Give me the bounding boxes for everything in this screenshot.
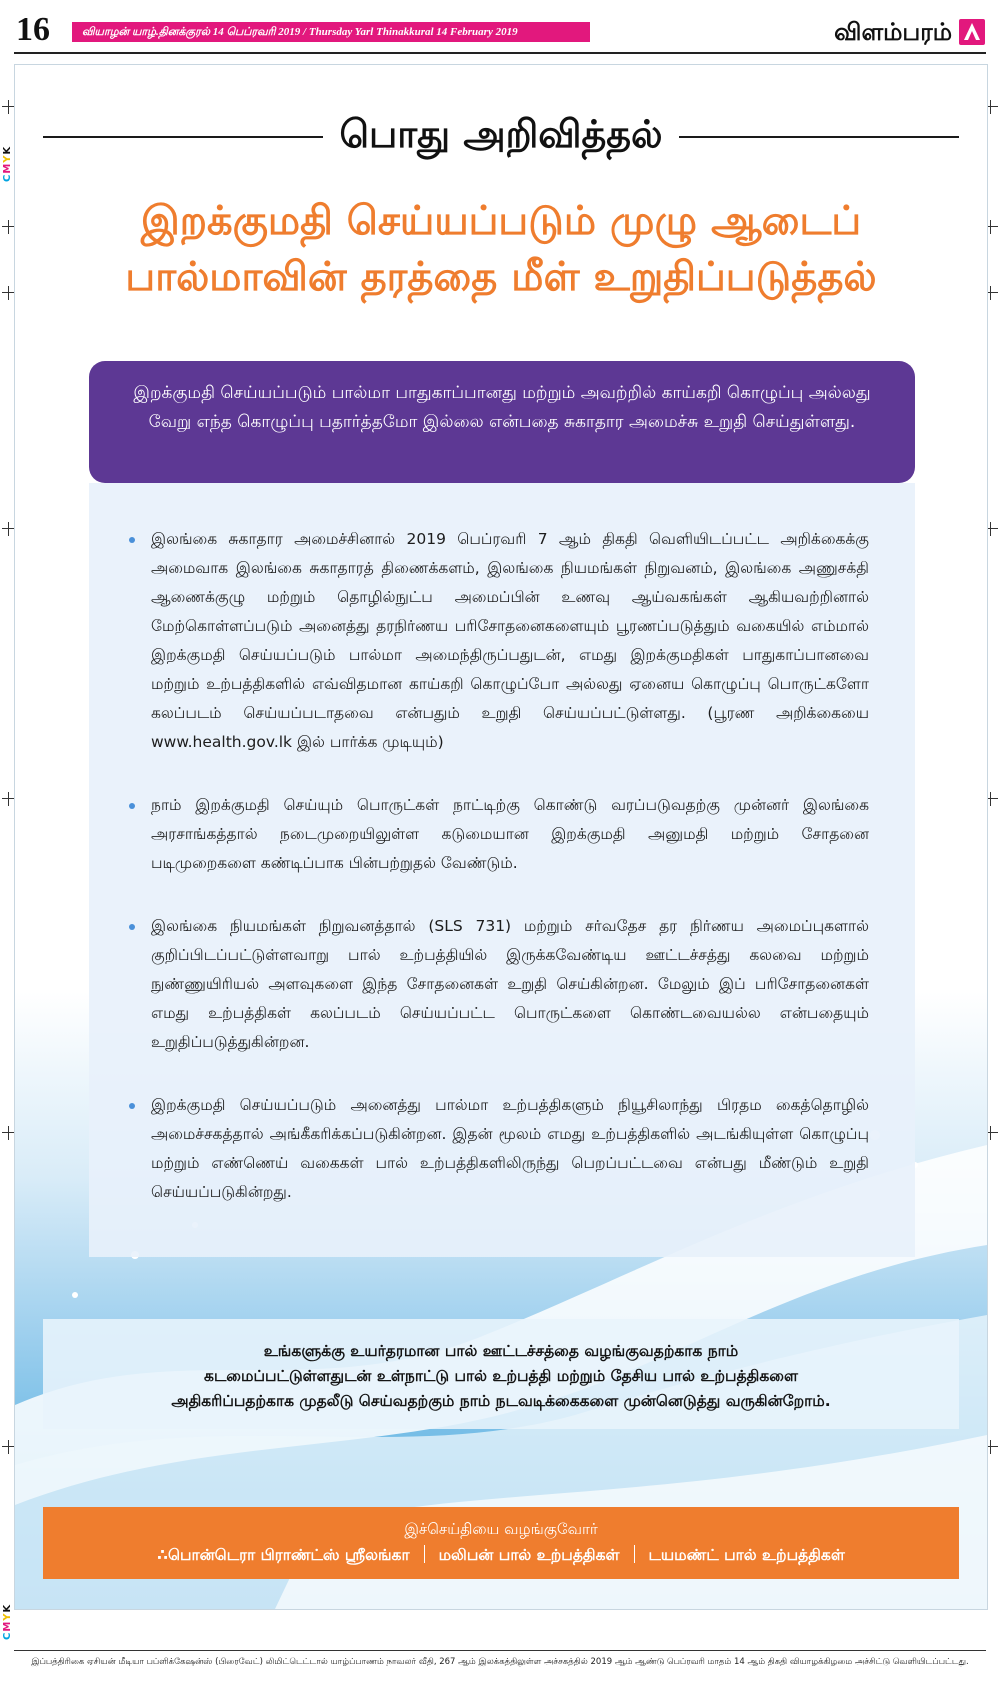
sponsor-divider xyxy=(634,1545,635,1563)
cmyk-k: K xyxy=(2,1603,13,1613)
cmyk-c: C xyxy=(2,1631,13,1640)
list-item-text: இலங்கை சுகாதார அமைச்சினால் 2019 பெப்ரவரி 7 ஆம் திகதி வெளியிடப்பட்ட அறிக்கைக்கு அமைவாக இலங்கை சுகாதாரத் திணைக்களம், இலங்கை நியமங்கள் நிறுவனம், இலங்கை அணுசக்தி ஆணைக்குழு மற்றும் தொழில்நுட்ப அமைப்பின் உணவு ஆய்வகங்கள் ஆகியவற்றினால் மேற்கொள்ளப்படும் அனைத்து தரநிர்ணய பரிசோதனைகளையும் பூரணப்படுத்தும் வகையில் எம்மால் இறக்குமதி செய்யப்படும் பால்மா அமைந்திருப்பதுடன், எமது இறக்குமதிகள் பாதுகாப்பானவை மற்றும் உற்பத்திகளில் எவ்விதமான காய்கறி கொழுப்போ அல்லது ஏனைய கொழுப்பு பொருட்களோ கலப்படம் செய்யப்படாதவை என்பதும் உறுதி செய்யப்பட்டுள்ளது. (பூரண அறிக்கையை www.health.gov.lk இல் பார்க்க முடியும்) xyxy=(151,530,869,751)
intro-statement: இறக்குமதி செய்யப்படும் பால்மா பாதுகாப்பானது மற்றும் அவற்றில் காய்கறி கொழுப்பு அல்லது வேறு எந்த கொழுப்பு பதார்த்தமோ இல்லை என்பதை சுகாதார அமைச்சு உறுதி செய்துள்ளது. xyxy=(89,361,915,483)
sponsor-label: இச்செய்தியை வழங்குவோர் xyxy=(404,1520,598,1538)
dateline-band: வியாழன் யாழ்.தினக்குரல் 14 பெப்ரவரி 2019 / Thursday Yarl Thinakkural 14 February 2019 xyxy=(72,22,590,42)
heading-rule-left xyxy=(43,136,323,138)
list-item xyxy=(129,791,869,878)
closing-line-1: உங்களுக்கு உயர்தரமான பால் ஊட்டச்சத்தை வழங்குவதற்காக நாம் xyxy=(263,1342,739,1360)
bullet-list xyxy=(129,525,869,1207)
publication-logo-icon xyxy=(958,18,986,46)
cmyk-y: Y xyxy=(2,1612,13,1621)
notice-heading-row xyxy=(43,105,959,169)
cmyk-y: Y xyxy=(2,154,13,163)
cmyk-m: M xyxy=(2,162,13,174)
cmyk-c: C xyxy=(2,173,13,182)
public-notice-advert xyxy=(14,64,988,1610)
heading-rule-right xyxy=(679,136,959,138)
list-item xyxy=(129,525,869,757)
sponsor-divider xyxy=(424,1545,425,1563)
closing-statement xyxy=(43,1319,959,1429)
advert-title-line-2: பால்மாவின் தரத்தை மீள் உறுதிப்படுத்தல் xyxy=(125,254,877,300)
cmyk-mark-top xyxy=(2,146,13,182)
cmyk-mark-bottom xyxy=(2,1604,13,1640)
section-label: விளம்பரம் xyxy=(834,18,952,46)
advert-title-line-1: இறக்குமதி செய்யப்படும் முழு ஆடைப் xyxy=(140,198,862,244)
cmyk-k: K xyxy=(2,145,13,155)
list-item xyxy=(129,1091,869,1207)
sponsor-bar xyxy=(43,1507,959,1579)
bullet-dot-icon xyxy=(129,803,135,809)
header-rule xyxy=(14,52,986,54)
cmyk-m: M xyxy=(2,1620,13,1632)
list-item-text: நாம் இறக்குமதி செய்யும் பொருட்கள் நாட்டிற்கு கொண்டு வரப்படுவதற்கு முன்னர் இலங்கை அரசாங்கத்தால் நடைமுறையிலுள்ள கடுமையான இறக்குமதி அனுமதி மற்றும் சோதனை படிமுறைகளை கண்டிப்பாக பின்பற்றுதல் வேண்டும். xyxy=(151,796,869,872)
sponsor-diamond: டயமண்ட் பால் உற்பத்திகள் xyxy=(648,1546,845,1564)
advert-title xyxy=(55,193,947,305)
sponsor-maliban: மலிபன் பால் உற்பத்திகள் xyxy=(438,1546,620,1564)
content-panel xyxy=(89,483,915,1257)
bullet-dot-icon xyxy=(129,537,135,543)
list-item-text: இறக்குமதி செய்யப்படும் அனைத்து பால்மா உற்பத்திகளும் நியூசிலாந்து பிரதம கைத்தொழில் அமைச்சகத்தால் அங்கீகரிக்கப்படுகின்றன. இதன் மூலம் எமது உற்பத்திகளில் அடங்கியுள்ள கொழுப்பு மற்றும் எண்ணெய் வகைகள் பால் உற்பத்திகளிலிருந்து பெறப்பட்டவை என்பது மீண்டும் உறுதி செய்யப்படுகின்றது. xyxy=(151,1096,869,1201)
sponsor-names xyxy=(43,1541,959,1569)
list-item xyxy=(129,912,869,1057)
bullet-dot-icon xyxy=(129,1103,135,1109)
footer-rule xyxy=(14,1650,986,1651)
bullet-dot-icon xyxy=(129,924,135,930)
page-number: 16 xyxy=(16,11,50,48)
closing-line-3: அதிகரிப்பதற்காக முதலீடு செய்வதற்கும் நாம் நடவடிக்கைகளை முன்னெடுத்து வருகின்றோம். xyxy=(171,1392,831,1410)
closing-line-2: கடமைப்பட்டுள்ளதுடன் உள்நாட்டு பால் உற்பத்தி மற்றும் தேசிய பால் உற்பத்திகளை xyxy=(204,1367,798,1385)
list-item-text: இலங்கை நியமங்கள் நிறுவனத்தால் (SLS 731) மற்றும் சர்வதேச தர நிர்ணய அமைப்புகளால் குறிப்பிடப்பட்டுள்ளவாறு பால் உற்பத்தியில் இருக்கவேண்டிய ஊட்டச்சத்து கலவை மற்றும் நுண்ணுயிரியல் அளவுகளை இந்த சோதனைகள் உறுதி செய்கின்றன. மேலும் இப் பரிசோதனைகள் எமது உற்பத்திகள் கலப்படம் செய்யப்பட்ட பொருட்களை கொண்டவையல்ல என்பதையும் உறுதிப்படுத்துகின்றன. xyxy=(151,917,869,1051)
sponsor-fonterra: ∴பொன்டெரா பிராண்ட்ஸ் ஸ்ரீலங்கா xyxy=(157,1546,410,1564)
notice-heading: பொது அறிவித்தல் xyxy=(339,112,663,156)
printer-imprint: இப்பத்திரிகை ஏசியன் மீடியா பப்ளிக்கேஷன்ஸ் (பிரைவேட்) லிமிட்டெட்டால் யாழ்ப்பாணம் நாவலர் வீதி, 267 ஆம் இலக்கத்திலுள்ள அச்சகத்தில் 2019 ஆம் ஆண்டு பெப்ரவரி மாதம் 14 ஆம் திகதி வியாழக்கிழமை அச்சிட்டு வெளியிடப்பட்டது. xyxy=(31,1657,969,1667)
